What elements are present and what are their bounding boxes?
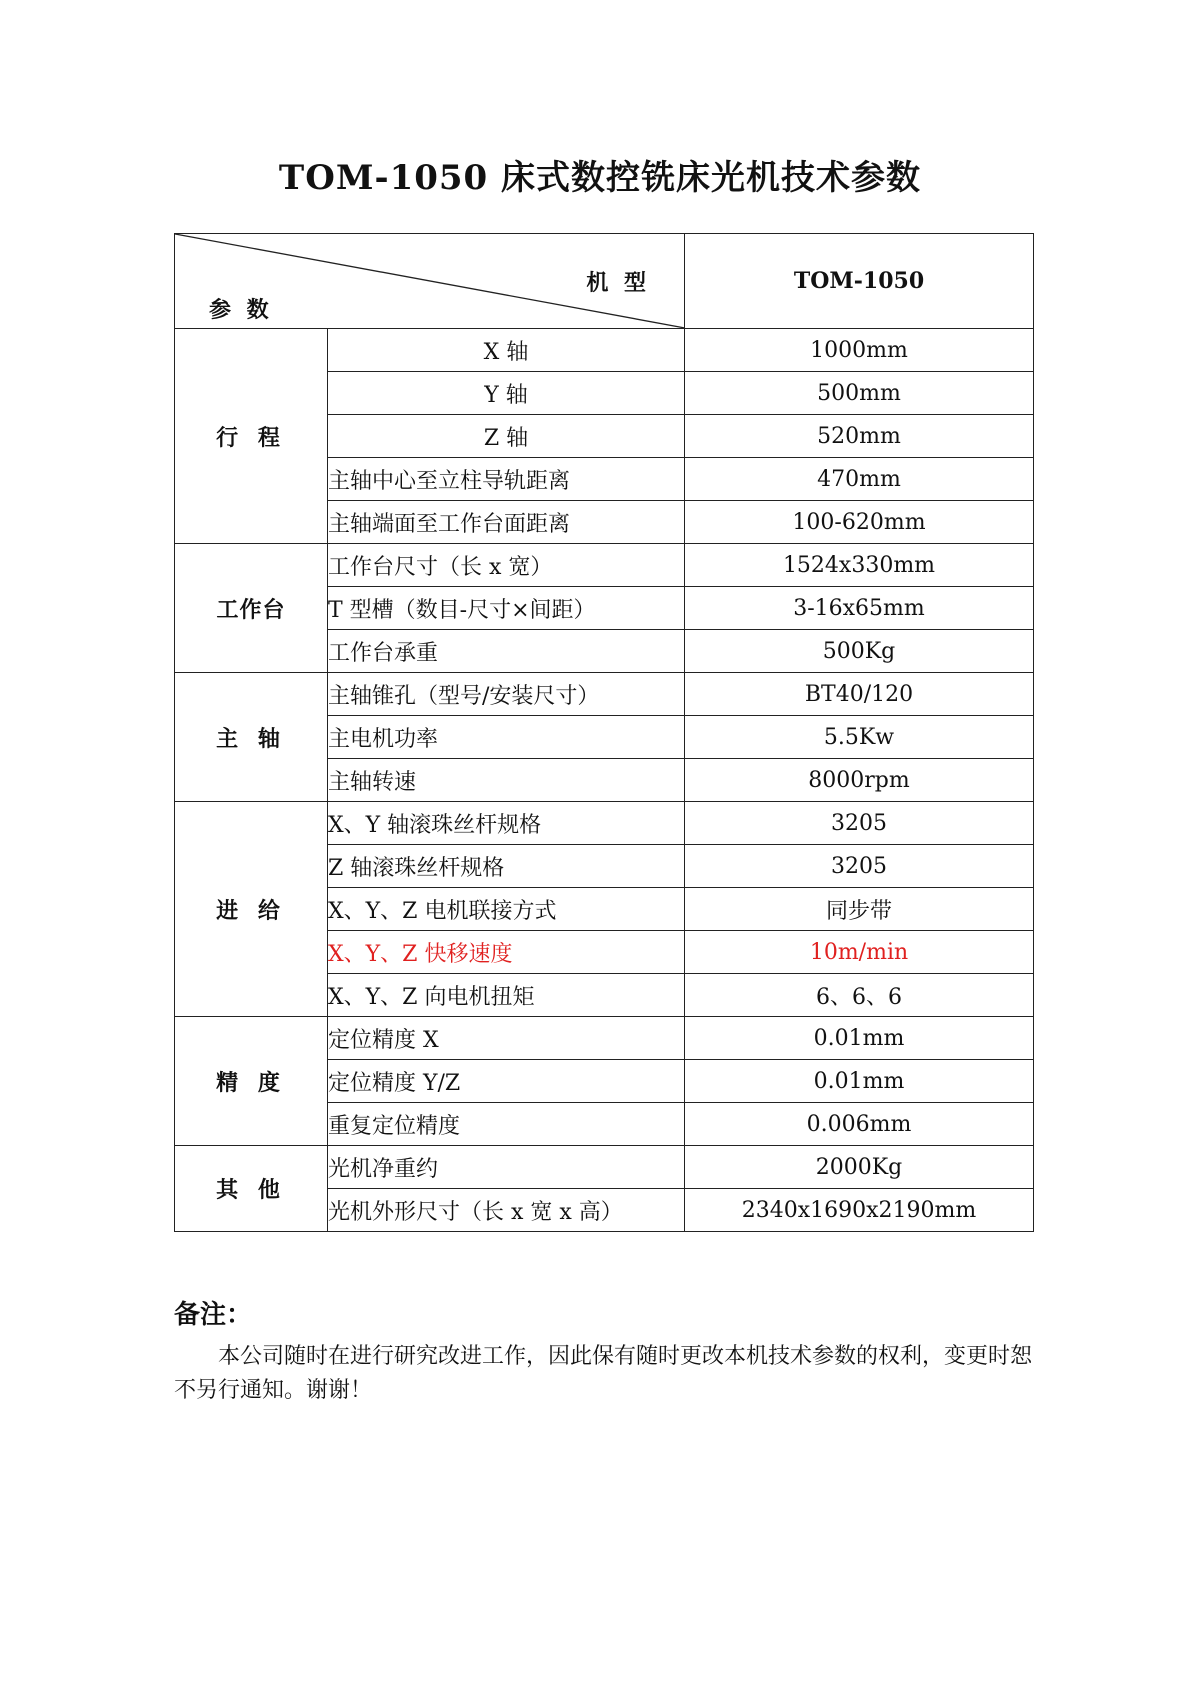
value-cell: 0.01mm xyxy=(685,1060,1034,1103)
table-row xyxy=(175,1017,1034,1060)
note-body: 本公司随时在进行研究改进工作，因此保有随时更改本机技术参数的权利，变更时恕不另行通知。谢谢！ xyxy=(174,1344,1033,1403)
param-cell: Z 轴滚珠丝杆规格 xyxy=(328,845,685,888)
diagonal-header-cell xyxy=(175,234,685,329)
param-cell: X、Y 轴滚珠丝杆规格 xyxy=(328,802,685,845)
table-row xyxy=(175,802,1034,845)
table-row xyxy=(175,329,1034,372)
value-cell: 1000mm xyxy=(685,329,1034,372)
param-cell: 定位精度 Y/Z xyxy=(328,1060,685,1103)
param-cell: 主轴锥孔（型号/安装尺寸） xyxy=(328,673,685,716)
value-cell: 8000rpm xyxy=(685,759,1034,802)
value-cell: 6、6、6 xyxy=(685,974,1034,1017)
param-cell: 定位精度 X xyxy=(328,1017,685,1060)
param-cell: Y 轴 xyxy=(328,372,685,415)
param-cell: 主轴中心至立柱导轨距离 xyxy=(328,458,685,501)
value-cell: 2340x1690x2190mm xyxy=(685,1189,1034,1232)
value-cell: 470mm xyxy=(685,458,1034,501)
param-cell: 主轴转速 xyxy=(328,759,685,802)
value-cell: 1524x330mm xyxy=(685,544,1034,587)
param-cell: X、Y、Z 快移速度 xyxy=(328,931,685,974)
model-label: 机 型 xyxy=(586,270,650,296)
param-cell: 主电机功率 xyxy=(328,716,685,759)
value-cell: 0.01mm xyxy=(685,1017,1034,1060)
value-cell: BT40/120 xyxy=(685,673,1034,716)
param-cell: X、Y、Z 电机联接方式 xyxy=(328,888,685,931)
group-label: 主 轴 xyxy=(175,673,328,802)
param-cell: Z 轴 xyxy=(328,415,685,458)
value-cell: 0.006mm xyxy=(685,1103,1034,1146)
group-label: 精 度 xyxy=(175,1017,328,1146)
param-cell: 光机净重约 xyxy=(328,1146,685,1189)
value-cell: 同步带 xyxy=(685,888,1034,931)
table-row xyxy=(175,544,1034,587)
page-title: TOM-1050 床式数控铣床光机技术参数 xyxy=(278,158,922,198)
param-cell: 重复定位精度 xyxy=(328,1103,685,1146)
header-row xyxy=(175,234,1034,329)
value-cell: 3205 xyxy=(685,802,1034,845)
group-label: 行 程 xyxy=(175,329,328,544)
group-label: 其 他 xyxy=(175,1146,328,1232)
table-row xyxy=(175,673,1034,716)
param-cell: T 型槽（数目-尺寸×间距） xyxy=(328,587,685,630)
group-label: 进 给 xyxy=(175,802,328,1017)
value-cell: 100-620mm xyxy=(685,501,1034,544)
group-label: 工作台 xyxy=(175,544,328,673)
param-cell: X 轴 xyxy=(328,329,685,372)
param-cell: X、Y、Z 向电机扭矩 xyxy=(328,974,685,1017)
model-name: TOM-1050 xyxy=(685,234,1034,329)
param-cell: 光机外形尺寸（长 x 宽 x 高） xyxy=(328,1189,685,1232)
value-cell: 2000Kg xyxy=(685,1146,1034,1189)
value-cell: 3-16x65mm xyxy=(685,587,1034,630)
value-cell: 3205 xyxy=(685,845,1034,888)
value-cell: 520mm xyxy=(685,415,1034,458)
param-cell: 主轴端面至工作台面距离 xyxy=(328,501,685,544)
spec-table xyxy=(174,233,1034,1232)
param-cell: 工作台尺寸（长 x 宽） xyxy=(328,544,685,587)
param-label: 参 数 xyxy=(209,297,273,323)
value-cell: 10m/min xyxy=(685,931,1034,974)
param-cell: 工作台承重 xyxy=(328,630,685,673)
note-title: 备注： xyxy=(174,1300,253,1330)
value-cell: 500Kg xyxy=(685,630,1034,673)
table-row xyxy=(175,1146,1034,1189)
value-cell: 500mm xyxy=(685,372,1034,415)
value-cell: 5.5Kw xyxy=(685,716,1034,759)
